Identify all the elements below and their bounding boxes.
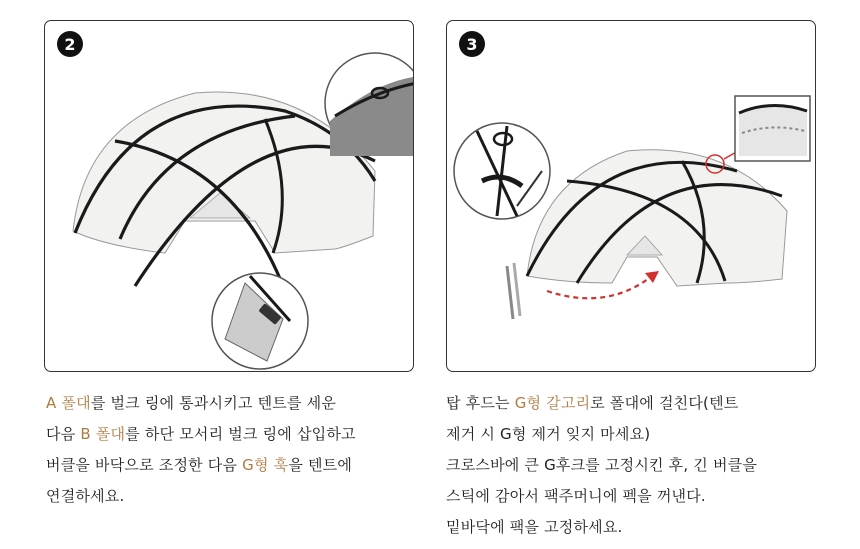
instruction-line <box>446 481 856 512</box>
instruction-line <box>446 388 856 419</box>
step-2-illustration-panel <box>44 20 414 372</box>
step-number-badge: 2 <box>57 31 83 57</box>
step-number-badge: 3 <box>459 31 485 57</box>
instruction-text: 연결하세요. <box>46 487 125 505</box>
stake-1 <box>507 266 513 319</box>
tent-hood-stake-illustration <box>447 21 816 372</box>
instruction-text: 를 벌크 링에 통과시키고 텐트를 세운 <box>90 394 337 412</box>
tent-body <box>527 150 787 286</box>
instruction-text: 버클을 바닥으로 조정한 다음 <box>46 456 243 474</box>
instruction-line <box>446 419 856 450</box>
instruction-text: 를 하단 모서리 벌크 링에 삽입하고 <box>125 425 356 443</box>
highlighted-term: G형 훅 <box>242 456 289 474</box>
instruction-text: 탑 후드는 <box>446 394 515 412</box>
instruction-text: 크로스바에 큰 G후크를 고정시킨 후, 긴 버클을 <box>446 456 758 474</box>
instruction-line <box>46 388 426 419</box>
step-2-instructions <box>46 388 426 512</box>
step-3-instructions <box>446 388 856 543</box>
instruction-text: 밑바닥에 팩을 고정하세요. <box>446 518 623 536</box>
highlighted-term: A 폴대 <box>46 394 91 412</box>
highlighted-term: G형 갈고리 <box>514 394 591 412</box>
direction-arrowhead <box>645 271 659 283</box>
instruction-text: 제거 시 G형 제거 잊지 마세요) <box>446 425 651 443</box>
instruction-line <box>46 419 426 450</box>
instruction-line <box>46 450 426 481</box>
tent-pole-setup-illustration <box>45 21 414 372</box>
instruction-line <box>446 450 856 481</box>
instruction-line <box>446 512 856 543</box>
stake-2 <box>514 263 520 316</box>
instruction-text: 을 텐트에 <box>288 456 353 474</box>
instruction-text: 다음 <box>46 425 81 443</box>
instruction-text: 스틱에 감아서 팩주머니에 펙을 꺼낸다. <box>446 487 706 505</box>
highlighted-term: B 폴대 <box>80 425 126 443</box>
instruction-line <box>46 481 426 512</box>
instruction-text: 로 폴대에 걸친다(텐트 <box>590 394 739 412</box>
step-3-illustration-panel <box>446 20 816 372</box>
